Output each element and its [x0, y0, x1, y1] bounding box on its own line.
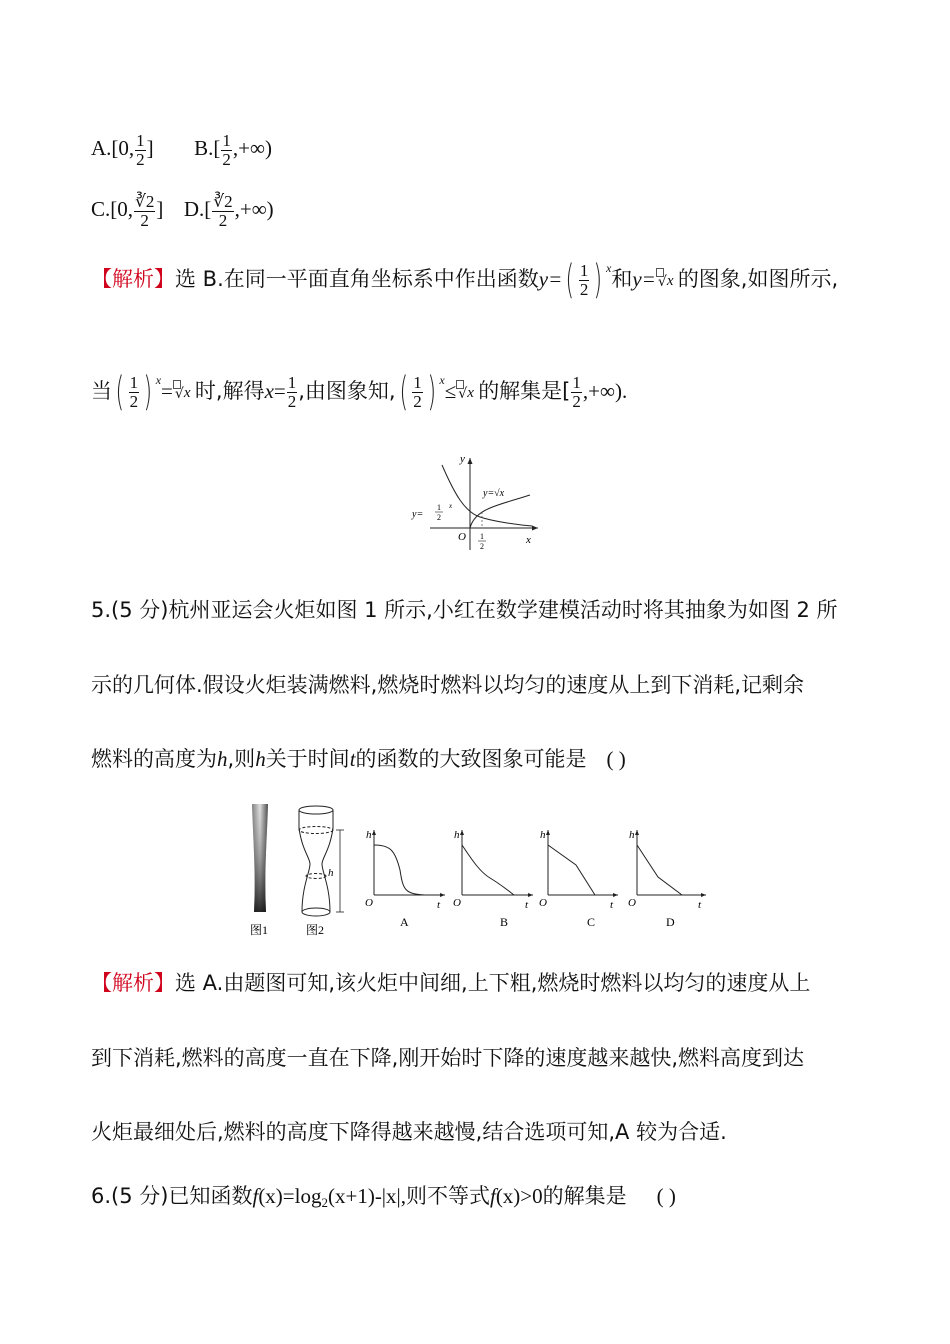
- option-d: D.[ $\frac{∛2}{2}$ ,+∞): [183, 192, 274, 230]
- fraction: $\frac{1}{2}$: [129, 372, 139, 411]
- fraction: $\frac{1}{2}$: [222, 131, 231, 169]
- y-axis-label: y: [460, 453, 465, 465]
- origin-label: O: [458, 531, 466, 543]
- torch-photo: [252, 804, 268, 912]
- graph-c-origin: O: [539, 897, 547, 909]
- cube-root-symbol: √ x: [656, 267, 678, 293]
- graph-b-y-label: h: [454, 829, 460, 841]
- sqrt-curve: [470, 495, 530, 528]
- fraction: $\frac{∛2}{2}$: [135, 192, 155, 230]
- graph-option-b: [453, 829, 533, 929]
- tick-den: 2: [480, 542, 484, 551]
- option-label-c: C: [587, 915, 596, 929]
- q5-solution-line3: 火炬最细处后,燃料的高度下降得越来越慢,结合选项可知,A 较为合适.: [91, 1120, 727, 1144]
- fraction: $\frac{1}{2}$: [572, 372, 581, 411]
- graph-option-c: [539, 829, 618, 929]
- option-b: B.[ $\frac{1}{2}$ ,+∞): [194, 131, 272, 169]
- graph-a-x-label: t: [437, 899, 441, 911]
- q5-line3: 燃料的高度为h,则h关于时间t的函数的大致图象可能是 ( ): [91, 747, 626, 771]
- option-label-d: D: [666, 915, 675, 929]
- graph-option-d: [628, 829, 706, 929]
- q5-line1: 5.(5 分)杭州亚运会火炬如图 1 所示,小红在数学建模活动时将其抽象为如图 2 所: [91, 598, 838, 622]
- caption-figure1: 图1: [250, 923, 269, 937]
- solution-tag: 【解析】: [91, 971, 175, 995]
- fraction: $\frac{1}{2}$: [287, 372, 297, 411]
- option-ab-row: [91, 132, 272, 169]
- option-label-b: B: [500, 915, 509, 929]
- graph-a-y-label: h: [366, 829, 372, 841]
- fraction: $\frac{1}{2}$: [579, 260, 589, 299]
- q5-solution-line2: 到下消耗,燃料的高度一直在下降,刚开始时下降的速度越来越快,燃料高度到达: [91, 1046, 805, 1070]
- option-cd-row: [91, 193, 274, 230]
- torch-figure: [240, 800, 720, 940]
- option-c: C.[0, $\frac{∛2}{2}$ ]: [91, 192, 164, 230]
- exp-num: 1: [437, 503, 441, 512]
- q4-solution-line1: 【解析】选 B.在同一平面直角坐标系中作出函数y=( $\frac{1}{2}$ ) $^x$和y= √ x 的图象,如图所示,: [91, 257, 839, 303]
- fraction: $\frac{∛2}{2}$: [213, 192, 233, 230]
- graph-d-x-label: t: [698, 899, 702, 911]
- height-label: h: [328, 867, 334, 879]
- x-axis-label: x: [526, 534, 531, 546]
- graph-c-y-label: h: [540, 829, 546, 841]
- q6-line: 6.(5 分)已知函数f(x)=log2(x+1)-|x|,则不等式f(x)>0的解集是 ( ): [91, 1184, 676, 1210]
- option-label-a: A: [400, 915, 409, 929]
- tick-num: 1: [480, 532, 484, 541]
- sqrt-curve-label: y=√x: [483, 488, 505, 499]
- exp-power: x: [449, 502, 453, 510]
- graph-b-x-label: t: [525, 899, 529, 911]
- graph-d-y-label: h: [629, 829, 635, 841]
- cube-root-symbol: √ x: [456, 379, 478, 405]
- graph-b-origin: O: [453, 897, 461, 909]
- fraction: $\frac{1}{2}$: [136, 131, 145, 169]
- exp-den: 2: [437, 513, 441, 522]
- graph-option-a: [365, 829, 445, 929]
- graph-d-origin: O: [628, 897, 636, 909]
- option-a: A.[0, $\frac{1}{2}$ ]: [91, 131, 154, 169]
- q5-line2: 示的几何体.假设火炬装满燃料,燃烧时燃料以均匀的速度从上到下消耗,记剩余: [91, 673, 805, 697]
- cube-root-symbol: √ x: [173, 379, 195, 405]
- q4-solution-line2: 当( $\frac{1}{2}$ ) $^x$= √ x 时,解得x= $\frac{1}{2}$ ,由图象知,( $\frac{1}{2}$ ) $^x$≤ √ x 的解集是[ $\frac{1}{2}$ ,+∞).: [91, 369, 628, 415]
- function-graph-figure: [410, 450, 550, 560]
- exp-curve-label: y=: [412, 509, 424, 520]
- q5-solution-line1: 【解析】选 A.由题图可知,该火炬中间细,上下粗,燃烧时燃料以均匀的速度从上: [91, 971, 811, 995]
- solution-tag: 【解析】: [91, 267, 175, 291]
- fraction: $\frac{1}{2}$: [413, 372, 422, 411]
- torch-geometry: [299, 806, 344, 916]
- caption-figure2: 图2: [306, 923, 325, 937]
- graph-a-origin: O: [365, 897, 373, 909]
- graph-c-x-label: t: [610, 899, 614, 911]
